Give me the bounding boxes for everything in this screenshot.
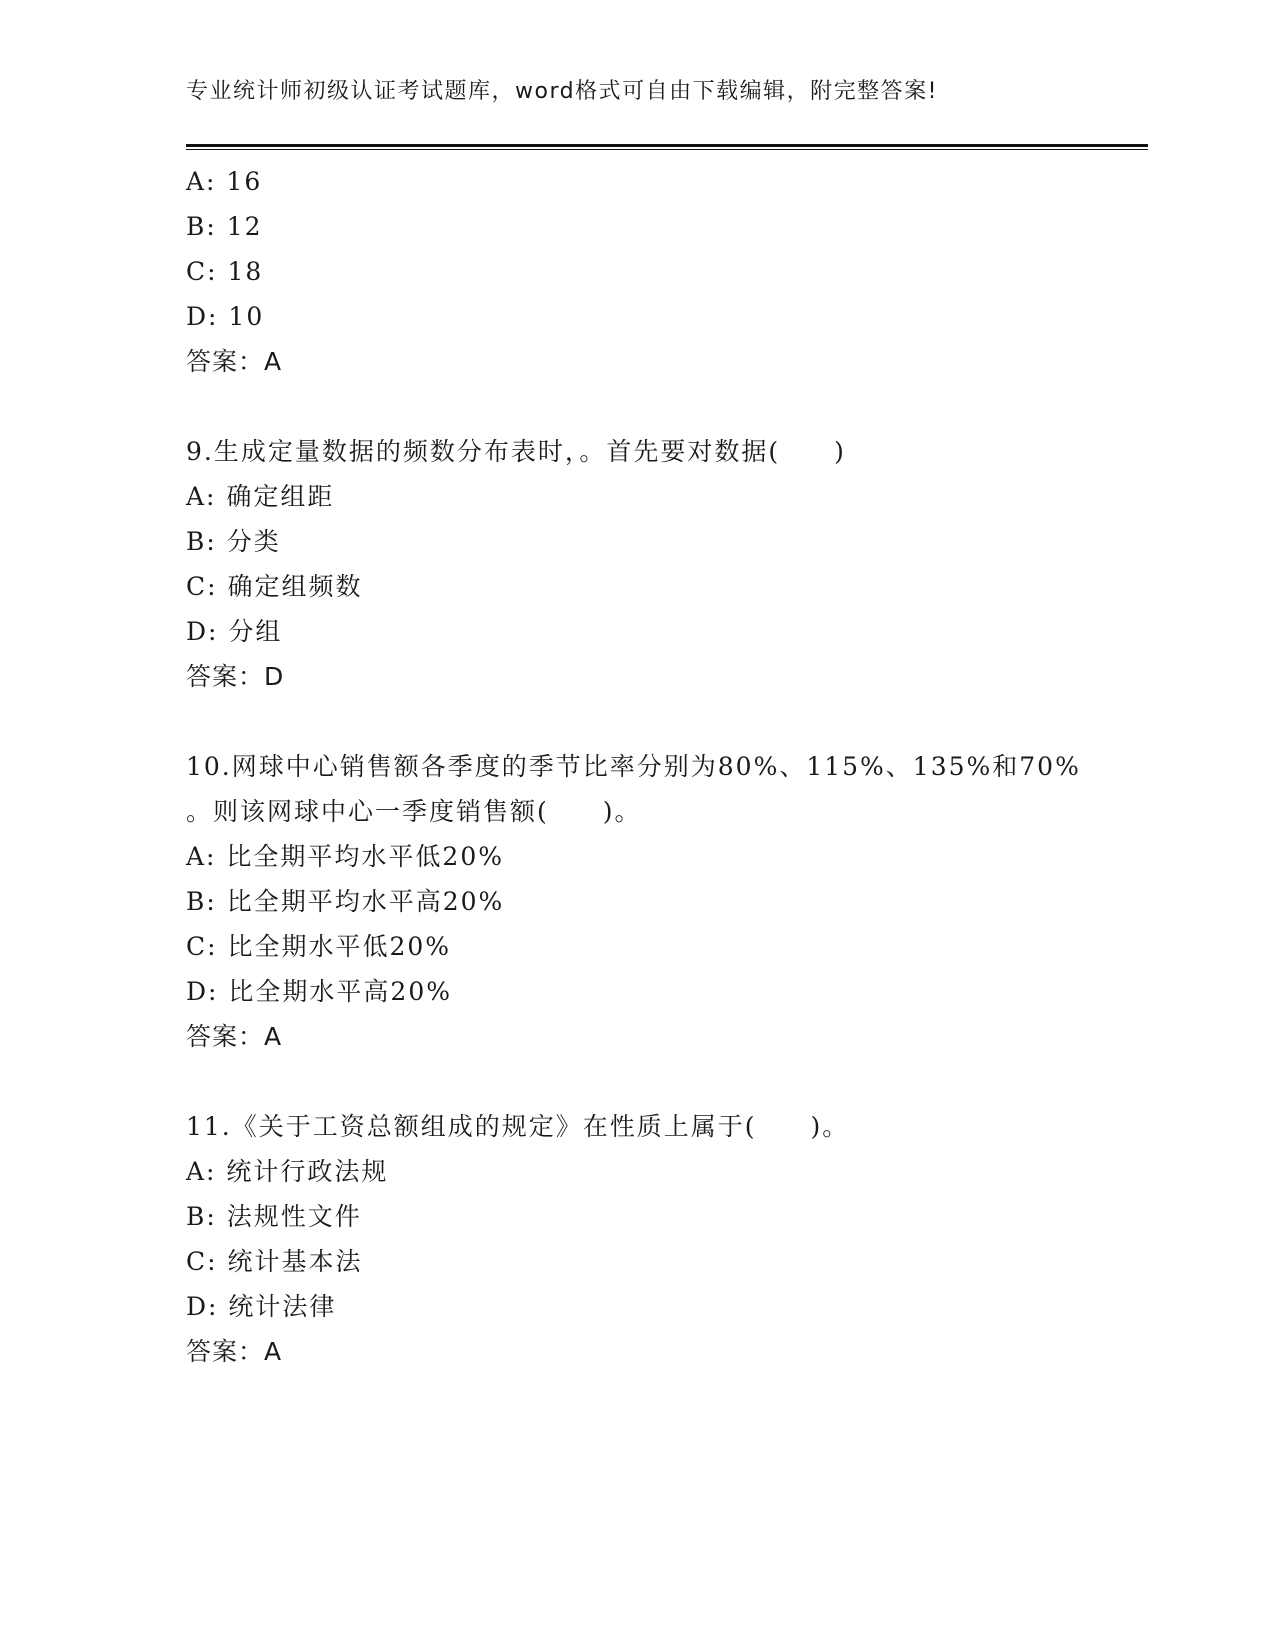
option-b: B: 法规性文件 bbox=[186, 1202, 362, 1231]
question-text-continued: 。则该网球中心一季度销售额( )。 bbox=[186, 797, 642, 826]
option-c: C: 确定组频数 bbox=[186, 572, 363, 601]
question-text: 10.网球中心销售额各季度的季节比率分别为80%、115%、135%和70% bbox=[186, 752, 1081, 781]
header-rule-thick bbox=[186, 144, 1148, 147]
option-a: A: 统计行政法规 bbox=[186, 1157, 389, 1186]
option-d: D: 分组 bbox=[186, 617, 283, 646]
question-block-10 bbox=[186, 744, 1086, 1059]
question-block-8 bbox=[186, 159, 1086, 384]
option-a: A: 确定组距 bbox=[186, 482, 335, 511]
header-rule-thin bbox=[186, 149, 1148, 150]
answer-line: 答案：A bbox=[186, 347, 283, 376]
page-header: 专业统计师初级认证考试题库，word格式可自由下载编辑，附完整答案! bbox=[186, 79, 938, 104]
answer-line: 答案：A bbox=[186, 1022, 283, 1051]
question-text: 11.《关于工资总额组成的规定》在性质上属于( )。 bbox=[186, 1112, 850, 1141]
option-c: C: 比全期水平低20% bbox=[186, 932, 452, 961]
question-content bbox=[186, 159, 1086, 1374]
spacer bbox=[186, 699, 1086, 744]
option-d: D: 10 bbox=[186, 302, 265, 331]
question-block-11 bbox=[186, 1104, 1086, 1374]
option-c: C: 18 bbox=[186, 257, 264, 286]
option-d: D: 统计法律 bbox=[186, 1292, 337, 1321]
question-block-9 bbox=[186, 429, 1086, 699]
option-b: B: 分类 bbox=[186, 527, 281, 556]
option-a: A: 比全期平均水平低20% bbox=[186, 842, 504, 871]
option-b: B: 12 bbox=[186, 212, 263, 241]
option-a: A: 16 bbox=[186, 167, 263, 196]
option-d: D: 比全期水平高20% bbox=[186, 977, 452, 1006]
option-c: C: 统计基本法 bbox=[186, 1247, 363, 1276]
spacer bbox=[186, 1059, 1086, 1104]
answer-line: 答案：D bbox=[186, 662, 285, 691]
spacer bbox=[186, 384, 1086, 429]
answer-line: 答案：A bbox=[186, 1337, 283, 1366]
question-text: 9.生成定量数据的频数分布表时，。首先要对数据( ) bbox=[186, 437, 846, 466]
option-b: B: 比全期平均水平高20% bbox=[186, 887, 505, 916]
